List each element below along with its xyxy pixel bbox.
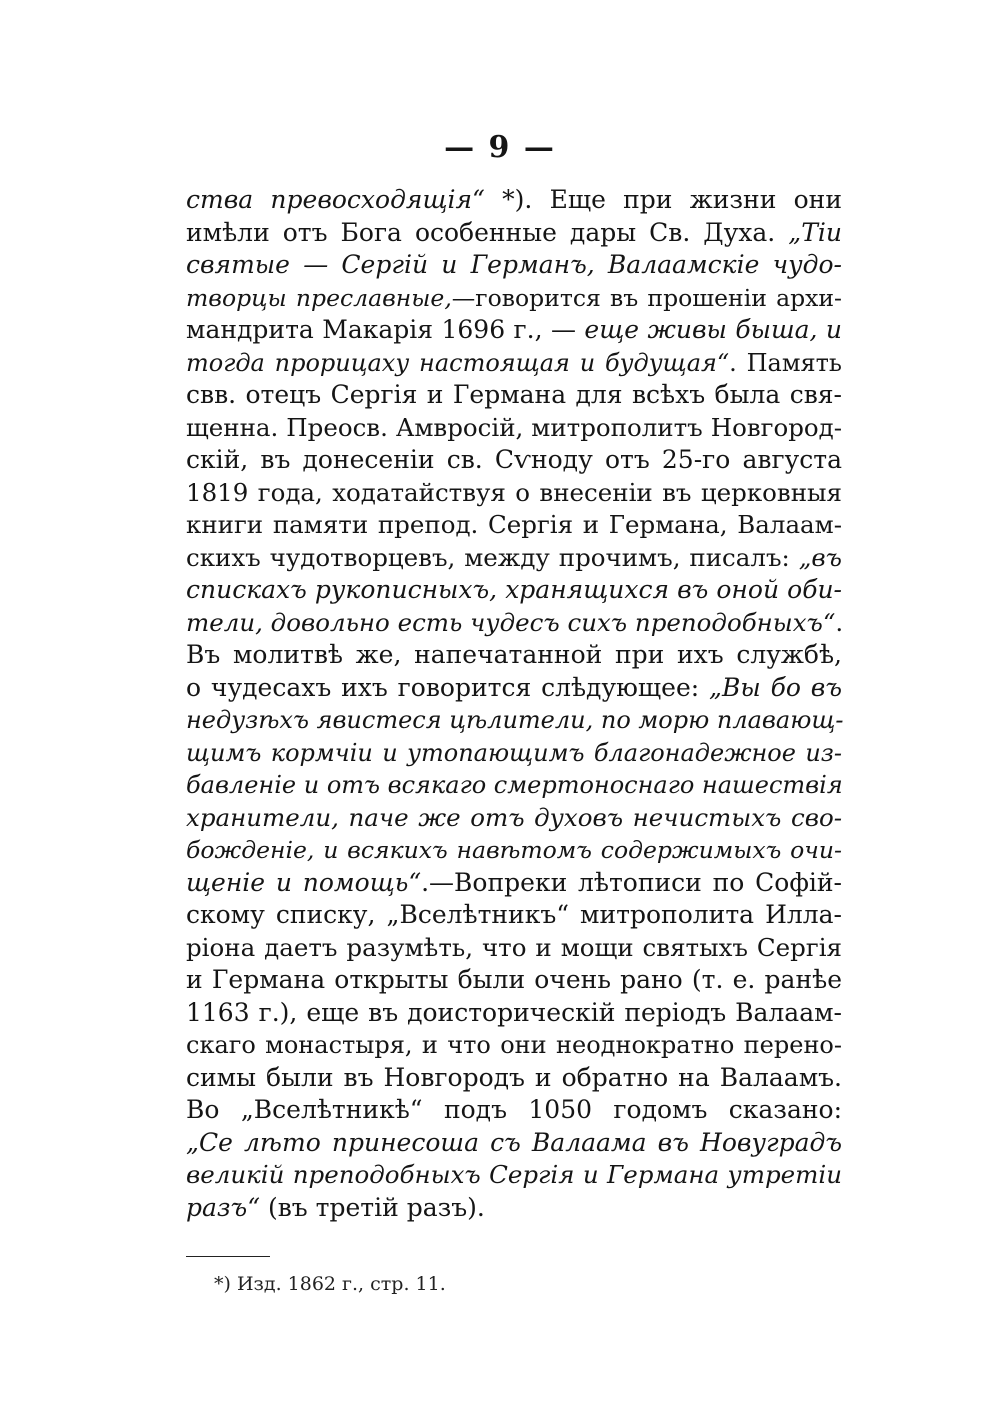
text-line: хранители, паче же отъ духовъ нечистыхъ сво- [186,802,842,832]
text-line: скихъ чудотворцевъ, между прочимъ, писалъ: „въ [186,542,842,572]
text-line: творцы преславные,—говорится въ прошеніи архи- [186,283,842,312]
text-line: щимъ кормчіи и утопающимъ благонадежное из- [186,738,842,767]
text-line: великій преподобныхъ Сергія и Германа утретіи [186,1160,842,1189]
text-line: 1163 г.), еще въ доисторическій періодъ Валаам- [186,997,842,1027]
text-line: ства превосходящія“ *). Еще при жизни они [186,185,843,214]
text-line: скаго монастыря, и что они неоднократно перено- [186,1031,842,1059]
text-line: божденіе, и всякихъ навѣтомъ содержимыхъ очи- [186,836,842,864]
text-line: ріона даетъ разумѣть, что и мощи святыхъ Сергія [186,932,842,962]
text-line: и Германа открыты были очень рано (т. е. ранѣе [186,965,842,994]
text-line: недузѣхъ явистеся цѣлители, по морю плавающ- [186,706,844,734]
text-line: скому списку, „Вселѣтникъ“ митрополита Илла- [186,900,842,929]
footnote-rule [186,1256,270,1257]
text-line: щеніе и помощь“.—Вопреки лѣтописи по Софій- [186,867,842,897]
text-line: свв. отецъ Сергія и Германа для всѣхъ была свя- [186,380,842,409]
text-line: спискахъ рукописныхъ, хранящихся въ оной оби- [186,575,842,604]
text-line: разъ“ (въ третій разъ). [186,1192,485,1222]
text-line: книги памяти препод. Сергія и Германа, Валаам- [186,510,842,539]
text-line: мандрита Макарія 1696 г., — еще живы быша, и [186,315,843,344]
text-line: „Се лѣто принесоша съ Валаама въ Новуградъ [186,1127,842,1157]
text-line: щенна. Преосв. Амвросій, митрополитъ Новгород- [186,412,842,442]
text-line: бавленіе и отъ всякаго смертоноснаго нашествія [186,771,843,799]
text-line: о чудесахъ ихъ говорится слѣдующее: „Вы бо въ [186,672,842,702]
text-line: 1819 года, ходатайствуя о внесеніи въ церковныя [186,477,842,507]
text-line: Въ молитвѣ же, напечатанной при ихъ службѣ, [186,640,842,669]
text-line: имѣли отъ Бога особенные дары Св. Духа. „Тіи [186,217,842,247]
text-line: святые — Сергій и Германъ, Валаамскіе чудо- [186,250,842,279]
text-line: тели, довольно есть чудесъ сихъ преподобныхъ“. [186,607,844,637]
footnote: *) Изд. 1862 г., стр. 11. [214,1273,446,1295]
text-line: скій, въ донесеніи св. Сѵноду отъ 25-го августа [186,445,842,474]
page-number: — 9 — [444,130,556,165]
text-line: симы были въ Новгородъ и обратно на Валаамъ. [186,1062,842,1092]
text-line: Во „Вселѣтникѣ“ подъ 1050 годомъ сказано: [186,1095,842,1124]
body-text [186,184,842,1224]
text-line: тогда прорицаху настоящая и будущая“. Память [186,348,842,377]
